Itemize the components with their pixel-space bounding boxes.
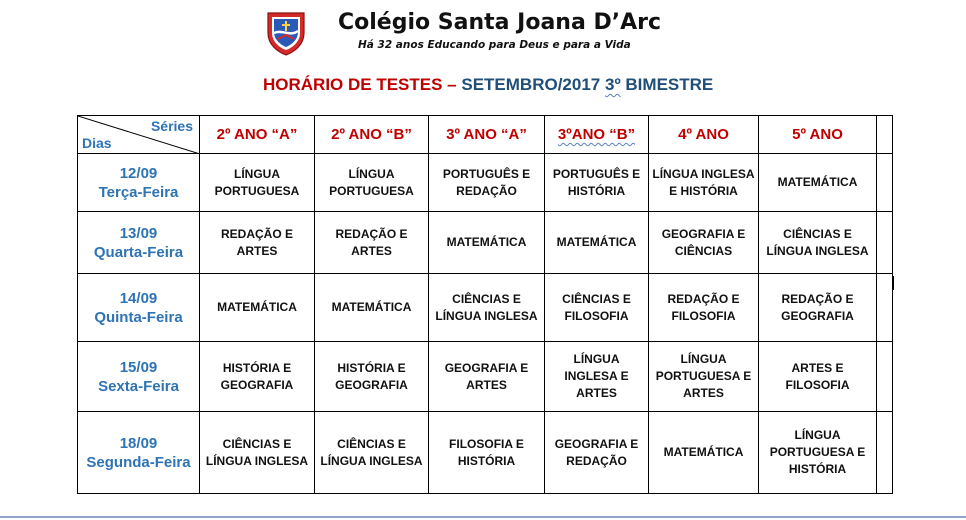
subject-line: LÍNGUA	[234, 166, 280, 181]
corner-label-series: Séries	[150, 118, 193, 134]
subject-cell	[315, 154, 429, 212]
grade-header: 3º ANO “A”	[429, 116, 545, 154]
school-motto: Há 32 anos Educando para Deus e para a Vida	[358, 39, 631, 51]
subject-line: E HISTÓRIA	[669, 183, 738, 198]
subject-cell	[429, 342, 545, 412]
subject-line: GEOGRAFIA E	[661, 226, 746, 241]
corner-label-days: Dias	[82, 135, 112, 151]
schedule-row	[78, 212, 893, 274]
subject-cell	[429, 412, 545, 494]
subject-cell	[429, 212, 545, 274]
subject-cell	[545, 154, 649, 212]
subject-line: FILOSOFIA	[785, 377, 850, 392]
subject-cell	[315, 212, 429, 274]
subject-line: GEOGRAFIA E	[554, 436, 639, 451]
empty-cell	[877, 154, 893, 212]
schedule-row	[78, 154, 893, 212]
empty-cell	[877, 116, 893, 154]
subject-cell	[759, 274, 877, 342]
subject-cell	[649, 412, 759, 494]
subject-cell	[200, 274, 315, 342]
subject-cell	[649, 274, 759, 342]
subject-cell	[429, 154, 545, 212]
subject-cell	[545, 342, 649, 412]
title-part-ordinal: 3º	[605, 75, 621, 94]
subject-line: LÍNGUA	[573, 352, 620, 366]
day-weekday: Quarta-Feira	[93, 243, 184, 261]
subject-line: HISTÓRIA	[788, 462, 847, 476]
schedule-row	[78, 342, 893, 412]
subject-line: REDAÇÃO	[566, 453, 627, 468]
subject-cell	[545, 412, 649, 494]
subject-cell	[315, 274, 429, 342]
subject-cell	[315, 342, 429, 412]
subject-line: PORTUGUESA E	[769, 445, 866, 459]
subject-line: PORTUGUÊS E	[552, 166, 641, 181]
schedule-row	[78, 412, 893, 494]
subject-line: HISTÓRIA E	[222, 360, 292, 375]
subject-cell	[200, 412, 315, 494]
subject-cell	[315, 412, 429, 494]
day-weekday: Segunda-Feira	[86, 453, 191, 471]
day-cell	[78, 154, 200, 212]
subject-line: LÍNGUA	[348, 166, 395, 181]
subject-cell	[759, 342, 877, 412]
subject-line: PORTUGUESA E	[655, 369, 752, 383]
subject-line: PORTUGUÊS E	[442, 166, 531, 181]
subject-line: LÍNGUA INGLESA	[652, 166, 755, 181]
subject-line: CIÊNCIAS E	[222, 436, 292, 451]
subject-line: CIÊNCIAS	[674, 243, 733, 258]
subject-cell	[545, 212, 649, 274]
empty-cell	[877, 412, 893, 494]
day-cell	[78, 274, 200, 342]
day-weekday: Terça-Feira	[98, 183, 179, 201]
document-title	[263, 75, 713, 95]
subject-line: HISTÓRIA	[457, 453, 516, 468]
subject-line: MATEMÁTICA	[217, 300, 297, 314]
empty-cell	[877, 212, 893, 274]
subject-line: REDAÇÃO E	[220, 226, 293, 241]
subject-cell	[649, 212, 759, 274]
subject-line: ARTES	[351, 243, 392, 258]
grade-header: 4º ANO	[649, 116, 759, 154]
subject-line: HISTÓRIA	[567, 183, 626, 198]
subject-line: CIÊNCIAS E	[783, 226, 852, 241]
grade-header-text: 3ºANO “B”	[557, 126, 636, 143]
subject-line: FILOSOFIA E	[449, 436, 524, 451]
subject-line: CIÊNCIAS E	[452, 291, 521, 306]
subject-line: ARTES	[466, 377, 507, 392]
title-part-period: BIMESTRE	[625, 75, 714, 94]
subject-line: MATEMÁTICA	[777, 175, 858, 189]
subject-cell	[649, 342, 759, 412]
subject-cell	[200, 154, 315, 212]
day-cell	[78, 342, 200, 412]
subject-cell	[545, 274, 649, 342]
subject-line: GEOGRAFIA	[781, 308, 854, 323]
subject-line: LÍNGUA INGLESA	[435, 308, 538, 323]
schedule-row	[78, 274, 893, 342]
day-date: 12/09	[119, 164, 158, 182]
grade-header	[545, 116, 649, 154]
subject-line: ARTES E	[791, 360, 844, 375]
subject-line: LÍNGUA INGLESA	[205, 453, 309, 468]
empty-cell	[877, 342, 893, 412]
subject-line: FILOSOFIA	[671, 308, 736, 323]
subject-line: INGLESA E	[564, 369, 629, 383]
grade-header: 2º ANO “A”	[200, 116, 315, 154]
text-cursor	[893, 276, 894, 290]
subject-line: LÍNGUA	[680, 352, 727, 366]
subject-cell	[200, 342, 315, 412]
test-schedule-table	[77, 115, 893, 494]
subject-line: GEOGRAFIA	[335, 377, 408, 392]
day-cell	[78, 212, 200, 274]
subject-line: PORTUGUESA	[214, 183, 300, 198]
empty-cell	[877, 274, 893, 342]
subject-line: ARTES	[683, 386, 724, 400]
subject-line: GEOGRAFIA E	[444, 360, 529, 375]
grade-header: 5º ANO	[759, 116, 877, 154]
subject-line: MATEMÁTICA	[446, 235, 527, 249]
subject-line: REDAÇÃO E	[667, 291, 740, 306]
grade-header: 2º ANO “B”	[315, 116, 429, 154]
day-date: 13/09	[119, 224, 158, 242]
day-weekday: Sexta-Feira	[98, 377, 179, 395]
subject-line: MATEMÁTICA	[556, 235, 637, 249]
subject-line: MATEMÁTICA	[663, 445, 744, 459]
subject-cell	[649, 154, 759, 212]
subject-line: FILOSOFIA	[564, 308, 629, 323]
subject-line: MATEMÁTICA	[331, 300, 412, 314]
title-part-main: HORÁRIO DE TESTES –	[263, 75, 457, 94]
subject-cell	[759, 412, 877, 494]
header-row	[78, 116, 893, 154]
day-date: 18/09	[119, 434, 158, 452]
subject-line: REDAÇÃO E	[781, 291, 854, 306]
subject-line: LÍNGUA	[794, 428, 841, 442]
subject-cell	[759, 154, 877, 212]
subject-line: ARTES	[576, 386, 617, 400]
title-part-month: SETEMBRO/2017	[461, 75, 601, 94]
subject-cell	[429, 274, 545, 342]
day-weekday: Quinta-Feira	[94, 308, 183, 326]
school-name: Colégio Santa Joana D’Arc	[338, 10, 662, 35]
schedule-body	[78, 154, 893, 494]
subject-line: LÍNGUA INGLESA	[766, 243, 869, 258]
subject-line: REDAÇÃO	[456, 183, 517, 198]
school-crest-logo	[262, 9, 310, 57]
day-date: 14/09	[119, 289, 158, 307]
subject-line: GEOGRAFIA	[220, 377, 294, 392]
subject-cell	[200, 212, 315, 274]
day-cell	[78, 412, 200, 494]
subject-line: PORTUGUESA	[329, 183, 414, 198]
subject-line: LÍNGUA INGLESA	[320, 453, 423, 468]
subject-line: CIÊNCIAS E	[337, 436, 406, 451]
subject-line: ARTES	[236, 243, 278, 258]
subject-cell	[759, 212, 877, 274]
bottom-divider	[0, 516, 966, 518]
subject-line: REDAÇÃO E	[335, 226, 408, 241]
subject-line: HISTÓRIA E	[337, 360, 406, 375]
corner-cell	[78, 116, 200, 154]
subject-line: CIÊNCIAS E	[562, 291, 631, 306]
day-date: 15/09	[119, 358, 158, 376]
